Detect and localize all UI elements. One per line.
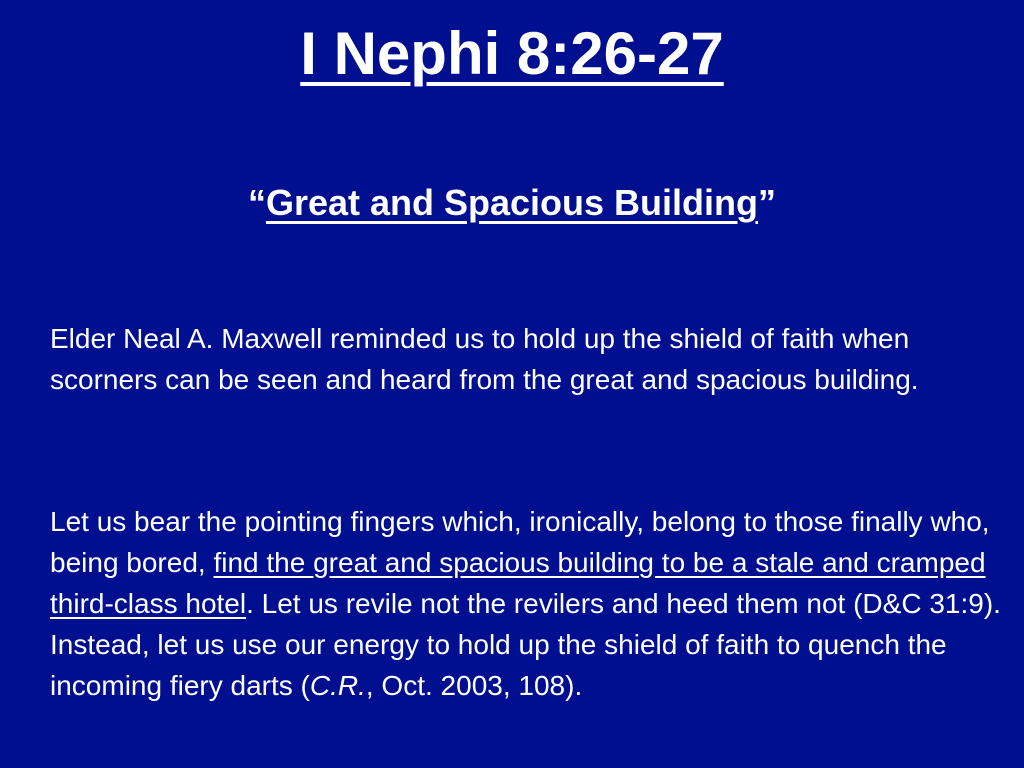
paragraph-quote-part1: Let us bear the pointing fingers which, ironically, belong to those finally who, being bored, bbox=[50, 506, 990, 578]
slide-subtitle bbox=[0, 178, 1024, 228]
citation-italic: C.R. bbox=[309, 670, 366, 701]
subtitle-text: Great and Spacious Building bbox=[265, 182, 759, 223]
paragraph-quote-part2: . Let us revile not the revilers and heed them not (D&C 31:9). Instead, let us use our energy to hold up the shield of faith to quench the incoming fiery darts ( bbox=[50, 588, 1001, 701]
slide-title bbox=[0, 14, 1024, 94]
paragraph-quote bbox=[50, 501, 1015, 706]
paragraph-quote-part3: , Oct. 2003, 108). bbox=[365, 670, 583, 701]
slide-title-text: I Nephi 8:26-27 bbox=[300, 20, 724, 87]
subtitle-close-quote: ” bbox=[758, 182, 777, 223]
paragraph-maxwell: Elder Neal A. Maxwell reminded us to hold up the shield of faith when scorners can be seen and heard from the great and spacious building. bbox=[50, 323, 919, 395]
paragraph-quote-underlined: find the great and spacious building to be a stale and cramped third-class hotel bbox=[50, 547, 986, 619]
subtitle-open-quote: “ bbox=[247, 182, 266, 223]
